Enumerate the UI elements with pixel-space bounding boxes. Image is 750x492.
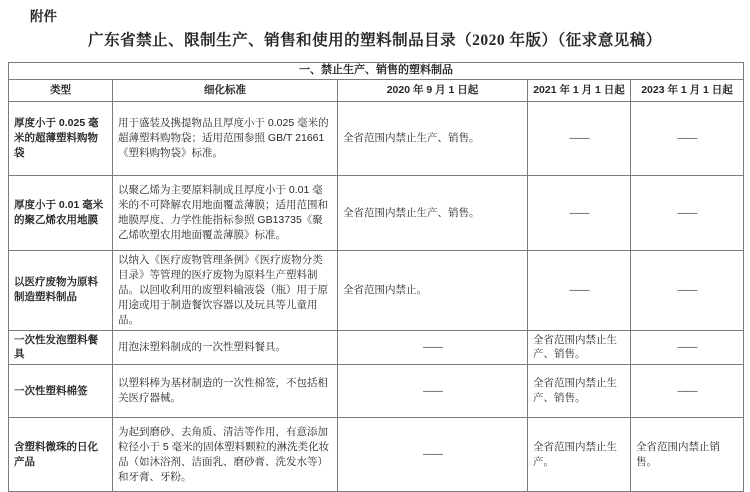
cell-2020: —— <box>338 418 528 492</box>
cell-standard: 以纳入《医疗废物管理条例》《医疗废物分类目录》等管理的医疗废物为原料生产塑料制品。以回收利用的废塑料输液袋（瓶）用于原用途或用于制造餐饮容器以及玩具等儿童用品。 <box>113 251 338 331</box>
cell-2020: —— <box>338 365 528 418</box>
cell-standard: 为起到磨砂、去角质、清洁等作用，有意添加粒径小于 5 毫米的固体塑料颗粒的淋洗类化妆品（如沐浴剂、洁面乳、磨砂膏、洗发水等）和牙膏、牙粉。 <box>113 418 338 492</box>
cell-2021: —— <box>528 102 631 176</box>
column-header-2023: 2023 年 1 月 1 日起 <box>631 80 744 102</box>
cell-type: 含塑料微珠的日化产品 <box>9 418 113 492</box>
cell-type: 一次性发泡塑料餐具 <box>9 330 113 365</box>
attachment-label: 附件 <box>30 9 57 24</box>
table-row <box>9 365 744 418</box>
cell-type: 一次性塑料棉签 <box>9 365 113 418</box>
section-header: 一、禁止生产、销售的塑料制品 <box>9 63 744 80</box>
table-row <box>9 176 744 251</box>
cell-2023: —— <box>631 251 744 331</box>
cell-2023: 全省范围内禁止销售。 <box>631 418 744 492</box>
cell-2021: —— <box>528 176 631 251</box>
cell-2021: 全省范围内禁止生产、销售。 <box>528 330 631 365</box>
table-row <box>9 418 744 492</box>
table-row <box>9 330 744 365</box>
column-header-type: 类型 <box>9 80 113 102</box>
cell-2023: —— <box>631 176 744 251</box>
plastic-products-table <box>8 62 744 492</box>
cell-standard: 以塑料棒为基材制造的一次性棉签，不包括相关医疗器械。 <box>113 365 338 418</box>
cell-2023: —— <box>631 365 744 418</box>
cell-type: 厚度小于 0.025 毫米的超薄塑料购物袋 <box>9 102 113 176</box>
cell-2023: —— <box>631 330 744 365</box>
cell-2023: —— <box>631 102 744 176</box>
table-row <box>9 251 744 331</box>
cell-type: 厚度小于 0.01 毫米的聚乙烯农用地膜 <box>9 176 113 251</box>
cell-2020: 全省范围内禁止生产、销售。 <box>338 176 528 251</box>
table-row <box>9 102 744 176</box>
column-header-standard: 细化标准 <box>113 80 338 102</box>
cell-standard: 用于盛装及携提物品且厚度小于 0.025 毫米的超薄塑料购物袋；适用范围参照 GB/T 21661《塑料购物袋》标准。 <box>113 102 338 176</box>
cell-2020: —— <box>338 330 528 365</box>
cell-standard: 用泡沫塑料制成的一次性塑料餐具。 <box>113 330 338 365</box>
cell-2021: 全省范围内禁止生产、销售。 <box>528 365 631 418</box>
column-header-2021: 2021 年 1 月 1 日起 <box>528 80 631 102</box>
table-section-row <box>9 63 744 80</box>
column-header-2020: 2020 年 9 月 1 日起 <box>338 80 528 102</box>
document-title: 广东省禁止、限制生产、销售和使用的塑料制品目录（2020 年版）（征求意见稿） <box>88 32 662 49</box>
table-header-row <box>9 80 744 102</box>
cell-2020: 全省范围内禁止生产、销售。 <box>338 102 528 176</box>
cell-2020: 全省范围内禁止。 <box>338 251 528 331</box>
cell-standard: 以聚乙烯为主要原料制成且厚度小于 0.01 毫米的不可降解农用地面覆盖薄膜；适用范围和地膜厚度、力学性能指标参照 GB13735《聚乙烯吹塑农用地面覆盖薄膜》标准。 <box>113 176 338 251</box>
cell-type: 以医疗废物为原料制造塑料制品 <box>9 251 113 331</box>
cell-2021: —— <box>528 251 631 331</box>
cell-2021: 全省范围内禁止生产。 <box>528 418 631 492</box>
